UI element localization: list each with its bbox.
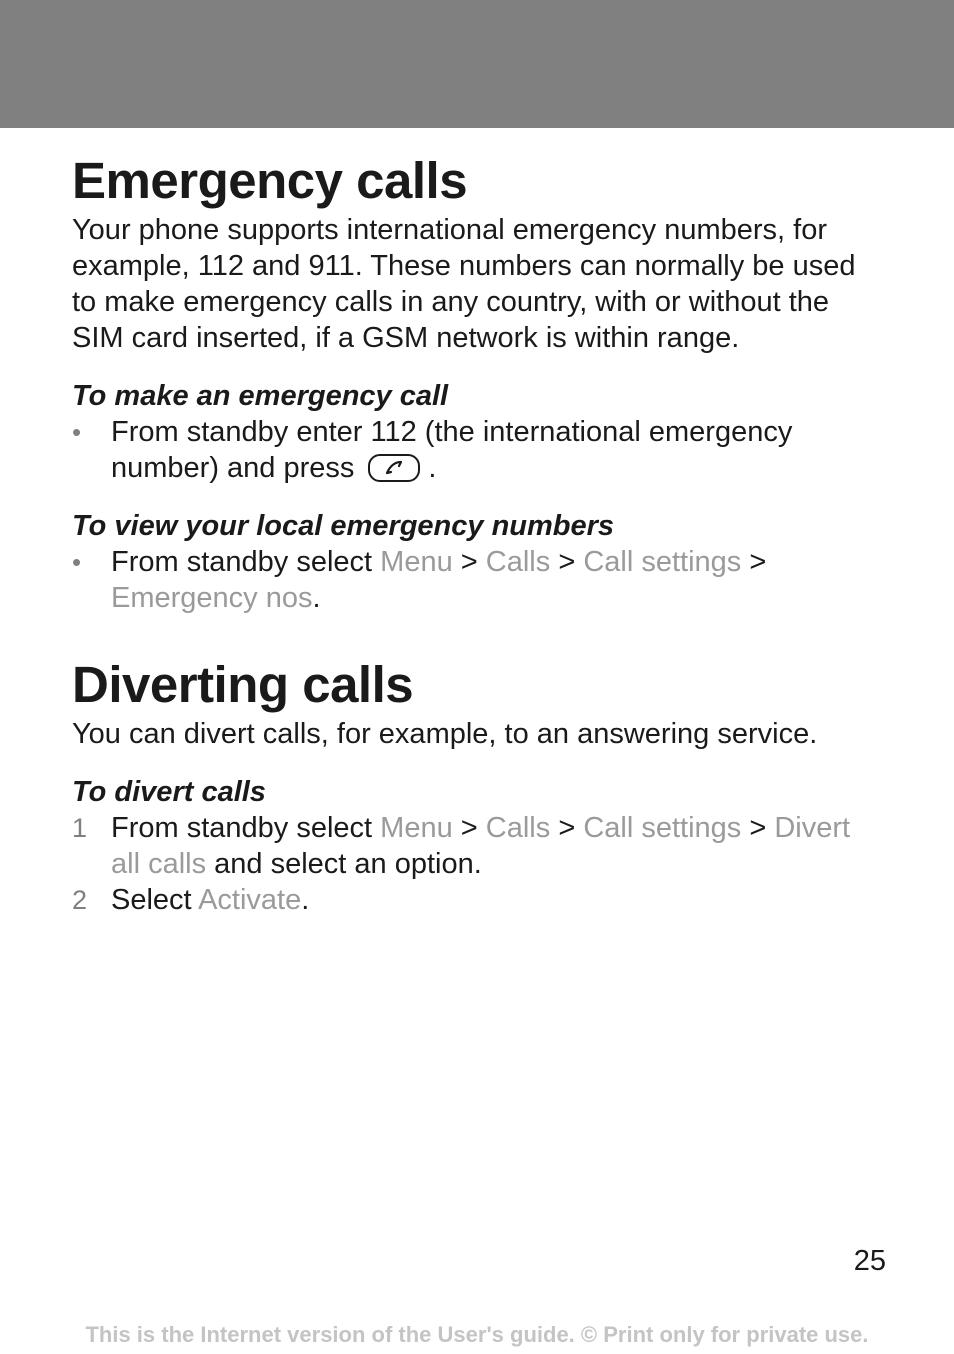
view-step-end: . [312,582,321,614]
menu-path-divert-all-calls: Divert all calls [111,812,851,880]
menu-path-calls: Calls [485,812,551,844]
emergency-calls-intro: Your phone supports international emergency numbers, for example, 112 and 911. These numbers can normally be used to make emergency calls in any country, with or without the SIM card inserted, if a GSM network is within range. [72,214,856,354]
make-call-step-end: . [428,452,437,484]
step-number: 2 [72,885,88,915]
menu-path-calls: Calls [485,546,551,578]
diverting-calls-title: Diverting calls [72,656,414,713]
page-number: 25 [853,1245,886,1277]
path-separator: > [749,546,767,578]
divert-step-1-prefix: From standby select [111,812,373,844]
divert-step-2-prefix: Select [111,884,192,916]
emergency-calls-title: Emergency calls [72,152,468,209]
bullet: • [72,417,82,447]
divert-step-1-suffix: and select an option. [214,848,482,880]
path-separator: > [460,546,478,578]
divert-step-2-end: . [301,884,310,916]
menu-path-call-settings: Call settings [583,812,742,844]
divert-calls-heading: To divert calls [72,776,266,808]
bullet: • [72,547,82,577]
header-band [0,0,954,128]
make-emergency-call-heading: To make an emergency call [72,380,449,412]
path-separator: > [558,546,576,578]
view-step-prefix: From standby select [111,546,373,578]
path-separator: > [460,812,478,844]
page-content [72,150,882,918]
make-call-step-text: From standby enter 112 (the international emergency number) and press [111,416,793,484]
divert-step-1 [72,810,882,882]
menu-path-menu: Menu [380,812,453,844]
phone-call-key-icon [368,454,420,482]
view-emergency-numbers-heading: To view your local emergency numbers [72,510,615,542]
footer-notice: This is the Internet version of the User's guide. © Print only for private use. [85,1322,869,1347]
step-number: 1 [72,813,88,843]
option-activate: Activate [198,884,302,916]
view-emergency-numbers-step [72,544,882,616]
path-separator: > [749,812,767,844]
menu-path-call-settings: Call settings [583,546,742,578]
path-separator: > [558,812,576,844]
menu-path-emergency-nos: Emergency nos [111,582,313,614]
divert-step-2 [72,882,882,918]
menu-path-menu: Menu [380,546,453,578]
diverting-calls-intro: You can divert calls, for example, to an answering service. [72,718,818,750]
make-emergency-call-step [72,414,882,486]
